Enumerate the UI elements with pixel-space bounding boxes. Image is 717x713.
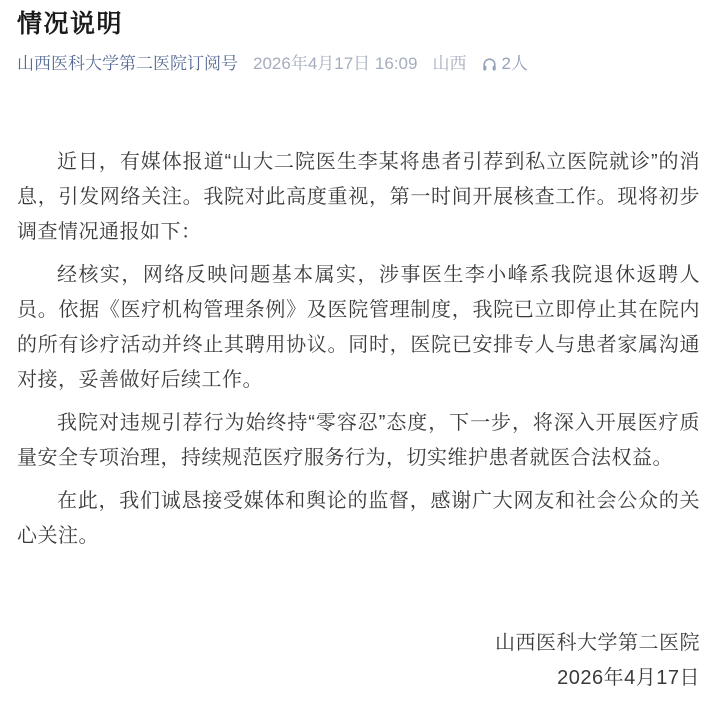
- signature-date: 2026年4月17日: [557, 667, 700, 689]
- publish-time: 2026年4月17日 16:09: [253, 54, 418, 73]
- paragraph-measures: 我院对违规引荐行为始终持“零容忍”态度，下一步，将深入开展医疗质量安全专项治理，持续规范医疗服务行为，切实维护患者就医合法权益。: [17, 412, 700, 469]
- byline: [17, 53, 700, 75]
- signature-name: 山西医科大学第二医院: [495, 632, 700, 654]
- paragraph-findings: 经核实，网络反映问题基本属实，涉事医生李小峰系我院退休返聘人员。依据《医疗机构管理条例》及医院管理制度，我院已立即停止其在院内的所有诊疗活动并终止其聘用协议。同时，医院已安排专人与患者家属沟通对接，妥善做好后续工作。: [17, 264, 700, 391]
- headphones-icon: [481, 56, 498, 73]
- signature-block: [17, 626, 700, 696]
- article-body: [17, 145, 700, 554]
- page-title: 情况说明: [17, 10, 124, 38]
- listen-count-button[interactable]: [481, 53, 527, 75]
- paragraph-closing: 在此，我们诚恳接受媒体和舆论的监督，感谢广大网友和社会公众的关心关注。: [17, 490, 700, 547]
- account-name-link[interactable]: 山西医科大学第二医院订阅号: [17, 54, 238, 73]
- listen-count-label: 2人: [501, 54, 528, 73]
- paragraph-intro: 近日，有媒体报道“山大二院医生李某将患者引荐到私立医院就诊”的消息，引发网络关注。我院对此高度重视，第一时间开展核查工作。现将初步调查情况通报如下：: [17, 151, 700, 243]
- publish-location: 山西: [432, 54, 467, 73]
